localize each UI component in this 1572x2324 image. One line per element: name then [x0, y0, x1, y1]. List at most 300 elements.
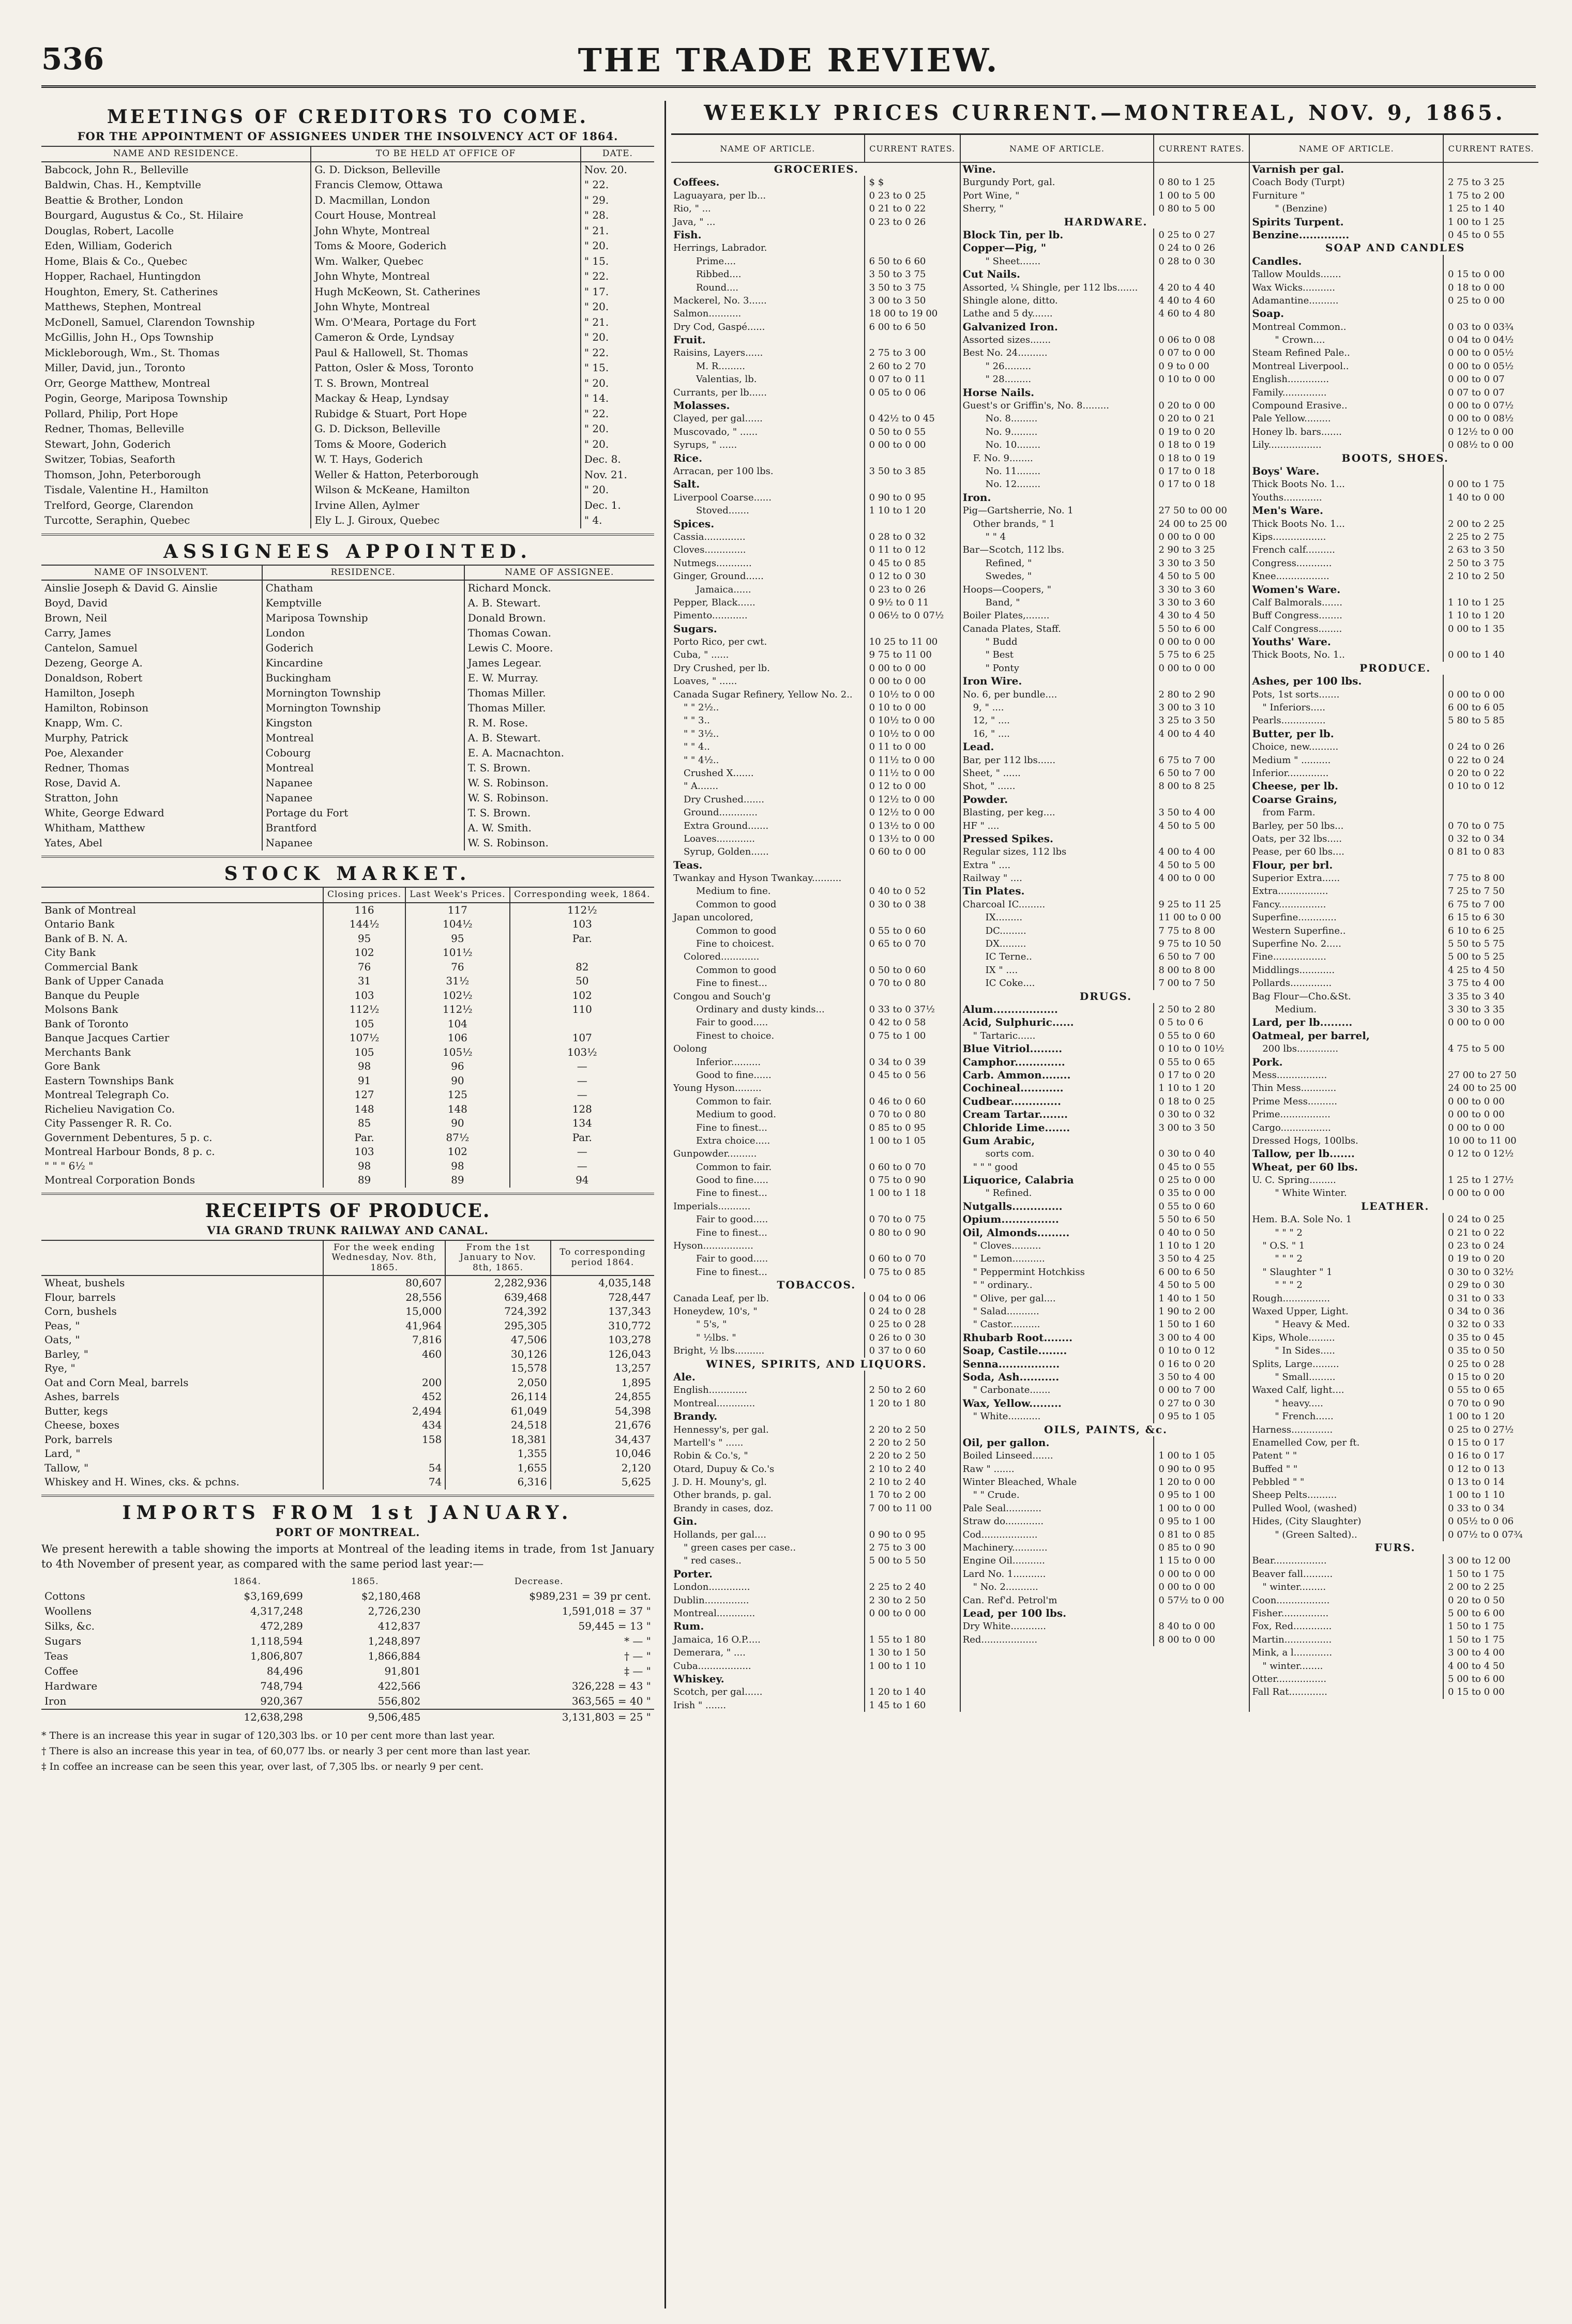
- price-rate: 3 35 to 3 40: [1443, 990, 1538, 1003]
- price-category-label: PRODUCE.: [1359, 661, 1431, 674]
- receipts-cell: 724,392: [445, 1304, 551, 1319]
- price-article: " winter........: [1262, 1660, 1323, 1672]
- price-article: English..............: [1252, 374, 1329, 385]
- price-rate: [1443, 1056, 1538, 1069]
- price-rate: 0 23 to 0 26: [864, 583, 960, 596]
- imports-cell: 1,248,897: [368, 1635, 421, 1648]
- price-rate: 4 00 to 4 00: [1153, 845, 1249, 858]
- page-header: [41, 31, 1536, 88]
- price-rate: 0 28 to 0 30: [1153, 255, 1249, 268]
- price-row: [1250, 321, 1538, 333]
- price-row: [1250, 1384, 1538, 1396]
- price-row: [1250, 648, 1538, 661]
- price-rate: 0 24 to 0 25: [1443, 1213, 1538, 1226]
- price-rate: 2 25 to 2 75: [1443, 530, 1538, 543]
- price-row: [1250, 1069, 1538, 1082]
- receipts-table: [41, 1240, 654, 1490]
- price-rate: 0 85 to 0 95: [864, 1121, 960, 1134]
- price-article: Charcoal IC.........: [962, 899, 1046, 910]
- price-article: Oil, per gallon.: [962, 1436, 1050, 1449]
- assignees-cell: Thomas Miller.: [464, 686, 654, 701]
- imports-cell: 1,866,884: [368, 1650, 421, 1663]
- price-rate: [864, 478, 960, 491]
- price-row: [1250, 1095, 1538, 1108]
- price-rate: 0 11 to 0 12: [864, 543, 960, 556]
- price-rate: 5 50 to 6 00: [1153, 622, 1249, 635]
- price-article: IX " ....: [985, 964, 1018, 976]
- price-rate: 6 00 to 6 50: [864, 321, 960, 333]
- price-row: [671, 426, 960, 438]
- price-rate: 1 55 to 1 80: [864, 1633, 960, 1646]
- assignees-cell: Poe, Alexander: [44, 747, 124, 760]
- receipts-cell: 2,494: [323, 1404, 445, 1419]
- price-article: Galvanized Iron.: [962, 320, 1058, 333]
- imports-col-1864: 1864.: [233, 1576, 261, 1587]
- stock-cell: 31: [323, 974, 405, 989]
- price-row: [961, 1384, 1249, 1396]
- meetings-cell: Wm. Walker, Quebec: [311, 254, 580, 269]
- price-row: [961, 701, 1249, 714]
- stock-row: [41, 960, 654, 975]
- stock-cell: 85: [323, 1116, 405, 1131]
- price-article: Currants, per lb......: [673, 387, 767, 398]
- assignees-cell: Portage du Fort: [262, 806, 464, 821]
- price-article: " A.......: [684, 781, 719, 792]
- price-article: " French......: [1275, 1411, 1334, 1422]
- price-rate: 0 00 to 0 00: [1153, 662, 1249, 675]
- price-rate: [1443, 675, 1538, 688]
- price-article: Oolong: [673, 1043, 707, 1055]
- meetings-row: [41, 406, 654, 422]
- price-rate: [864, 872, 960, 885]
- receipts-cell: Ashes, barrels: [44, 1390, 119, 1403]
- price-rate: 0 07 to 0 00: [1153, 346, 1249, 359]
- receipts-row: [41, 1390, 654, 1404]
- price-category: [671, 1279, 960, 1292]
- price-article: Herrings, Labrador.: [673, 242, 767, 254]
- imports-cell: 2,726,230: [368, 1605, 421, 1618]
- price-article: " Salad...........: [973, 1305, 1039, 1317]
- price-rate: 0 16 to 0 20: [1153, 1358, 1249, 1371]
- price-article: Beaver fall..........: [1252, 1568, 1333, 1579]
- stock-cell: 94: [510, 1173, 654, 1188]
- meetings-cell: Eden, William, Goderich: [44, 239, 172, 252]
- price-row: [961, 937, 1249, 950]
- price-article: Canada Leaf, per lb.: [673, 1293, 769, 1304]
- assignees-cell: A. B. Stewart.: [464, 596, 654, 611]
- price-row: [1250, 1436, 1538, 1449]
- meetings-cell: Stewart, John, Goderich: [44, 437, 171, 450]
- meetings-row: [41, 193, 654, 208]
- price-rate: 0 20 to 0 50: [1443, 1594, 1538, 1607]
- price-article: Copper—Pig, ": [962, 241, 1047, 254]
- price-article: Pale Yellow.........: [1252, 413, 1331, 424]
- price-article: Lard No. 1...........: [962, 1568, 1046, 1579]
- price-rate: 4 60 to 4 80: [1153, 307, 1249, 320]
- price-rate: 0 60 to 0 00: [864, 845, 960, 858]
- price-row: [961, 1620, 1249, 1633]
- price-rate: 2 00 to 2 25: [1443, 1581, 1538, 1593]
- meetings-row: [41, 315, 654, 330]
- stock-cell: 90: [405, 1074, 510, 1088]
- assignees-cell: T. S. Brown.: [464, 806, 654, 821]
- price-rate: 0 35 to 0 50: [1443, 1344, 1538, 1357]
- price-rate: 0 10 to 0 12: [1443, 780, 1538, 793]
- price-article: Cut Nails.: [962, 268, 1020, 281]
- price-article: Hem. B.A. Sole No. 1: [1252, 1214, 1352, 1225]
- price-row: [671, 596, 960, 609]
- price-row: [671, 622, 960, 635]
- price-row: [671, 1305, 960, 1318]
- price-row: [1250, 1082, 1538, 1095]
- meetings-cell: McDonell, Samuel, Clarendon Township: [44, 315, 255, 328]
- divider: [41, 1193, 654, 1195]
- price-rate: 0 85 to 0 90: [1153, 1541, 1249, 1554]
- price-row: [671, 1213, 960, 1226]
- stock-row: [41, 946, 654, 960]
- price-row: [671, 1134, 960, 1147]
- price-rate: 0 37 to 0 60: [864, 1344, 960, 1357]
- price-rate: 0 75 to 0 90: [864, 1174, 960, 1187]
- price-row: [961, 1147, 1249, 1160]
- price-row: [1250, 1568, 1538, 1581]
- price-rate: [864, 518, 960, 530]
- price-row: [1250, 570, 1538, 583]
- price-rate: 0 18 to 0 19: [1153, 452, 1249, 465]
- imports-cell: Teas: [44, 1650, 68, 1663]
- price-row: [671, 1554, 960, 1567]
- price-row: [1250, 1213, 1538, 1226]
- price-rate: 0 55 to 0 65: [1443, 1384, 1538, 1396]
- receipts-cell: 295,305: [445, 1319, 551, 1333]
- price-rate: [1153, 832, 1249, 845]
- meetings-cell: Patton, Osler & Moss, Toronto: [311, 360, 580, 376]
- imports-title: IMPORTS FROM 1st JANUARY.: [122, 1501, 573, 1524]
- assignees-row: [41, 686, 654, 701]
- price-rate: [1443, 859, 1538, 872]
- assignees-row: [41, 580, 654, 596]
- receipts-cell: Wheat, bushels: [44, 1277, 125, 1289]
- price-rate: 4 30 to 4 50: [1153, 609, 1249, 622]
- price-rate: 0 95 to 1 00: [1153, 1488, 1249, 1501]
- price-article: Benzine..............: [1252, 228, 1350, 241]
- price-article: Rum.: [673, 1620, 704, 1633]
- price-rate: 0 23 to 0 24: [1443, 1239, 1538, 1252]
- price-article: Medium.: [1275, 1004, 1317, 1015]
- price-row: [1250, 399, 1538, 412]
- price-rate: 0 60 to 0 70: [864, 1161, 960, 1174]
- price-rate: [1153, 386, 1249, 399]
- imports-row: [41, 1664, 654, 1679]
- price-row: [961, 255, 1249, 268]
- price-row: [1250, 1502, 1538, 1515]
- price-article: Railway " ....: [962, 873, 1022, 884]
- price-article: HF " ....: [962, 820, 1000, 831]
- price-article: Steam Refined Pale..: [1252, 347, 1350, 359]
- price-rate: 0 42½ to 0 45: [864, 412, 960, 425]
- price-article: Hollands, per gal....: [673, 1529, 766, 1540]
- price-rate: 3 50 to 4 25: [1153, 1252, 1249, 1265]
- meetings-cell: Home, Blais & Co., Quebec: [44, 254, 188, 267]
- price-rate: 3 50 to 4 00: [1153, 1371, 1249, 1384]
- price-article: Fair to good.....: [696, 1253, 768, 1265]
- price-article: Coffees.: [673, 176, 720, 189]
- assignees-row: [41, 806, 654, 821]
- price-rate: 0 16 to 0 17: [1443, 1449, 1538, 1462]
- meetings-body: [41, 162, 654, 528]
- price-row: [671, 1161, 960, 1174]
- stock-cell: 127: [323, 1088, 405, 1102]
- price-article: Bear..................: [1252, 1555, 1327, 1567]
- price-row: [1250, 491, 1538, 504]
- stock-cell: 82: [510, 960, 654, 975]
- meetings-cell: " 22.: [581, 406, 654, 422]
- stock-cell: 102½: [405, 989, 510, 1003]
- imports-cell: Iron: [44, 1695, 67, 1708]
- price-row: [961, 806, 1249, 819]
- prices-columns: [671, 133, 1538, 1712]
- price-row: [1250, 202, 1538, 215]
- price-article: Other brands, p. gal.: [673, 1490, 772, 1501]
- stock-cell: Par.: [510, 1131, 654, 1145]
- price-rate: 0 30 to 0 40: [1153, 1147, 1249, 1160]
- meetings-cell: " 20.: [581, 482, 654, 498]
- price-article: Pots, 1st sorts.......: [1252, 689, 1340, 700]
- price-row: [961, 950, 1249, 963]
- price-article: Camphor..............: [962, 1055, 1065, 1068]
- price-rate: 0 46 to 0 60: [864, 1095, 960, 1108]
- prices-col-rates: CURRENT RATES.: [1443, 135, 1538, 162]
- price-rate: 2 63 to 3 50: [1443, 543, 1538, 556]
- price-article: Martin................: [1252, 1634, 1332, 1645]
- stock-cell: 105: [323, 1045, 405, 1060]
- assignees-cell: Brown, Neil: [44, 612, 108, 625]
- price-rate: 0 07½ to 0 07¾: [1443, 1528, 1538, 1541]
- meetings-row: [41, 208, 654, 223]
- price-rate: 0 12 to 0 30: [864, 570, 960, 583]
- price-rate: 0 17 to 0 18: [1153, 478, 1249, 491]
- price-rate: [864, 911, 960, 924]
- price-rate: 2 10 to 2 40: [864, 1476, 960, 1488]
- price-row: [671, 977, 960, 990]
- stock-cell: 95: [405, 932, 510, 946]
- price-rate: 8 40 to 0 00: [1153, 1620, 1249, 1633]
- price-article: Shingle alone, ditto.: [962, 295, 1058, 306]
- price-row: [671, 307, 960, 320]
- price-row: [961, 281, 1249, 294]
- receipts-cell: 5,625: [551, 1475, 654, 1490]
- assignees-cell: Ainslie Joseph & David G. Ainslie: [44, 582, 218, 595]
- stock-row: [41, 1102, 654, 1117]
- price-article: Dry White............: [962, 1621, 1046, 1632]
- price-category-label: WINES, SPIRITS, AND LIQUORS.: [706, 1357, 927, 1370]
- receipts-row: [41, 1361, 654, 1376]
- price-rate: 0 70 to 0 80: [864, 977, 960, 990]
- price-article: Japan uncolored,: [673, 912, 753, 923]
- price-row: [1250, 189, 1538, 202]
- price-article: " Heavy & Med.: [1275, 1319, 1350, 1330]
- price-row: [961, 1003, 1249, 1016]
- price-article: Swedes, ": [985, 571, 1032, 582]
- price-rate: 0 21 to 0 22: [864, 202, 960, 215]
- price-rate: 0 00 to 0 00: [1443, 1108, 1538, 1121]
- price-row: [1250, 557, 1538, 570]
- stock-col-last: Last Week's Prices.: [405, 887, 510, 903]
- price-article: Iron Wire.: [962, 675, 1022, 688]
- price-article: Cloves..............: [673, 544, 746, 556]
- imports-total-cell: 3,131,803 = 25 ": [562, 1711, 651, 1724]
- price-rate: 2 20 to 2 50: [864, 1423, 960, 1436]
- price-row: [961, 1344, 1249, 1357]
- price-row: [1250, 1581, 1538, 1593]
- price-rate: 1 70 to 2 00: [864, 1488, 960, 1501]
- price-row: [671, 1594, 960, 1607]
- price-article: J. D. H. Mouny's, gl.: [673, 1477, 767, 1488]
- prices-col-rates: CURRENT RATES.: [1153, 135, 1249, 162]
- price-rate: 0 06½ to 0 07½: [864, 609, 960, 622]
- price-row: [1250, 255, 1538, 268]
- price-article: Burgundy Port, gal.: [962, 177, 1055, 188]
- price-rate: 0 90 to 0 95: [864, 1528, 960, 1541]
- price-rate: 3 00 to 3 50: [1153, 1121, 1249, 1134]
- stock-header-row: [41, 887, 654, 903]
- stock-cell: [510, 946, 654, 960]
- price-row: [671, 1397, 960, 1410]
- price-row: [671, 255, 960, 268]
- stock-cell: 50: [510, 974, 654, 989]
- prices-col-name: NAME OF ARTICLE.: [1009, 143, 1105, 154]
- price-row: [671, 360, 960, 373]
- price-row: [1250, 1554, 1538, 1567]
- price-article: Block Tin, per lb.: [962, 228, 1064, 241]
- price-article: Fine to finest...: [696, 1188, 767, 1199]
- price-row: [961, 1121, 1249, 1134]
- price-rate: 5 50 to 6 50: [1153, 1213, 1249, 1226]
- price-article: Soap, Castile........: [962, 1344, 1067, 1357]
- price-article: Compound Erasive..: [1252, 400, 1348, 412]
- price-row: [1250, 1279, 1538, 1292]
- price-rate: 1 15 to 0 00: [1153, 1554, 1249, 1567]
- price-article: Superfine No. 2.....: [1252, 938, 1341, 950]
- price-article: Tallow Moulds.......: [1252, 269, 1341, 280]
- receipts-cell: 28,556: [323, 1290, 445, 1305]
- price-article: Boiler Plates,........: [962, 610, 1050, 621]
- price-row: [1250, 1660, 1538, 1673]
- price-article: Regular sizes, 112 lbs: [962, 846, 1067, 858]
- price-rate: 0 27 to 0 30: [1153, 1397, 1249, 1410]
- price-article: Young Hyson.........: [673, 1083, 762, 1094]
- price-article: Pale Seal............: [962, 1502, 1041, 1514]
- price-row: [671, 911, 960, 924]
- price-row: [961, 504, 1249, 517]
- stock-cell: Merchants Bank: [44, 1045, 131, 1058]
- price-row: [961, 924, 1249, 937]
- stock-cell: 101½: [405, 946, 510, 960]
- price-article: Family...............: [1252, 387, 1327, 398]
- price-article: " Slaughter " 1: [1262, 1266, 1333, 1278]
- meetings-cell: Trelford, George, Clarendon: [44, 498, 194, 511]
- price-category-label: FURS.: [1374, 1541, 1416, 1554]
- divider: [41, 1495, 654, 1497]
- imports-total-cell: 12,638,298: [244, 1711, 303, 1724]
- price-rate: 0 31 to 0 33: [1443, 1292, 1538, 1305]
- assignees-cell: White, George Edward: [44, 807, 164, 819]
- price-article: Thick Boots No. 1...: [1252, 518, 1345, 529]
- price-article: " " " 2: [1275, 1280, 1303, 1291]
- price-rate: [1443, 465, 1538, 478]
- price-article: " Olive, per gal....: [973, 1293, 1056, 1304]
- price-row: [961, 832, 1249, 845]
- meetings-cell: " 20.: [581, 299, 654, 315]
- price-row: [1250, 216, 1538, 229]
- price-article: Furniture ": [1252, 190, 1305, 201]
- price-row: [961, 1528, 1249, 1541]
- price-article: Imperials...........: [673, 1201, 751, 1212]
- price-row: [961, 872, 1249, 885]
- meetings-cell: Ely L. J. Giroux, Quebec: [311, 513, 580, 528]
- price-article: Pork.: [1252, 1055, 1283, 1068]
- price-article: Superior Extra......: [1252, 873, 1340, 884]
- price-article: Liquorice, Calabria: [962, 1174, 1074, 1187]
- price-article: Jamaica......: [696, 584, 751, 595]
- assignees-cell: Mornington Township: [262, 686, 464, 701]
- price-row: [961, 1252, 1249, 1265]
- price-rate: 0 12½ to 0 00: [1443, 426, 1538, 438]
- stock-cell: Government Debentures, 5 p. c.: [44, 1131, 213, 1144]
- price-row: [671, 1685, 960, 1698]
- price-row: [961, 1318, 1249, 1331]
- meetings-cell: John Whyte, Montreal: [311, 299, 580, 315]
- price-article: Bag Flour—Cho.&St.: [1252, 991, 1351, 1002]
- imports-intro: We present herewith a table showing the imports at Montreal of the leading items in trade, from 1st January to 4th November of present year, as compared with the same period last year:—: [41, 1542, 654, 1570]
- stock-cell: " " " 6½ ": [44, 1159, 94, 1172]
- price-category: [671, 163, 960, 176]
- price-rate: 0 70 to 0 75: [864, 1213, 960, 1226]
- price-row: [961, 714, 1249, 727]
- receipts-cell: [323, 1361, 445, 1376]
- price-rate: 0 40 to 0 52: [864, 885, 960, 898]
- assignees-cell: E. W. Murray.: [464, 671, 654, 686]
- price-rate: 0 25 to 0 00: [1443, 294, 1538, 307]
- price-article: Engine Oil...........: [962, 1555, 1045, 1567]
- stock-cell: 107½: [323, 1031, 405, 1045]
- price-row: [671, 1318, 960, 1331]
- stock-cell: Montreal Corporation Bonds: [44, 1174, 195, 1187]
- price-row: [961, 1056, 1249, 1069]
- stock-cell: Bank of Montreal: [44, 903, 136, 916]
- price-rate: 0 00 to 0 07½: [1443, 399, 1538, 412]
- price-row: [1250, 898, 1538, 911]
- price-article: Machinery............: [962, 1542, 1048, 1554]
- price-row: [1250, 1397, 1538, 1410]
- stock-cell: 116: [323, 903, 405, 918]
- price-category: [1250, 662, 1538, 675]
- price-article: Hyson.................: [673, 1240, 753, 1252]
- meetings-cell: Dec. 1.: [581, 498, 654, 513]
- price-article: Common to fair.: [696, 1161, 772, 1173]
- price-article: Good to fine......: [696, 1069, 772, 1081]
- price-article: Spirits Turpent.: [1252, 215, 1344, 228]
- stock-cell: Molsons Bank: [44, 1003, 118, 1016]
- assignees-cell: Richard Monck.: [464, 580, 654, 596]
- price-article: Blue Vitriol.........: [962, 1042, 1063, 1055]
- meetings-cell: " 20.: [581, 330, 654, 345]
- price-article: Gunpowder..........: [673, 1148, 757, 1160]
- price-row: [671, 1082, 960, 1095]
- price-rate: 0 28 to 0 32: [864, 530, 960, 543]
- assignees-cell: James Legear.: [464, 656, 654, 671]
- price-article: Hoops—Coopers, ": [962, 584, 1051, 595]
